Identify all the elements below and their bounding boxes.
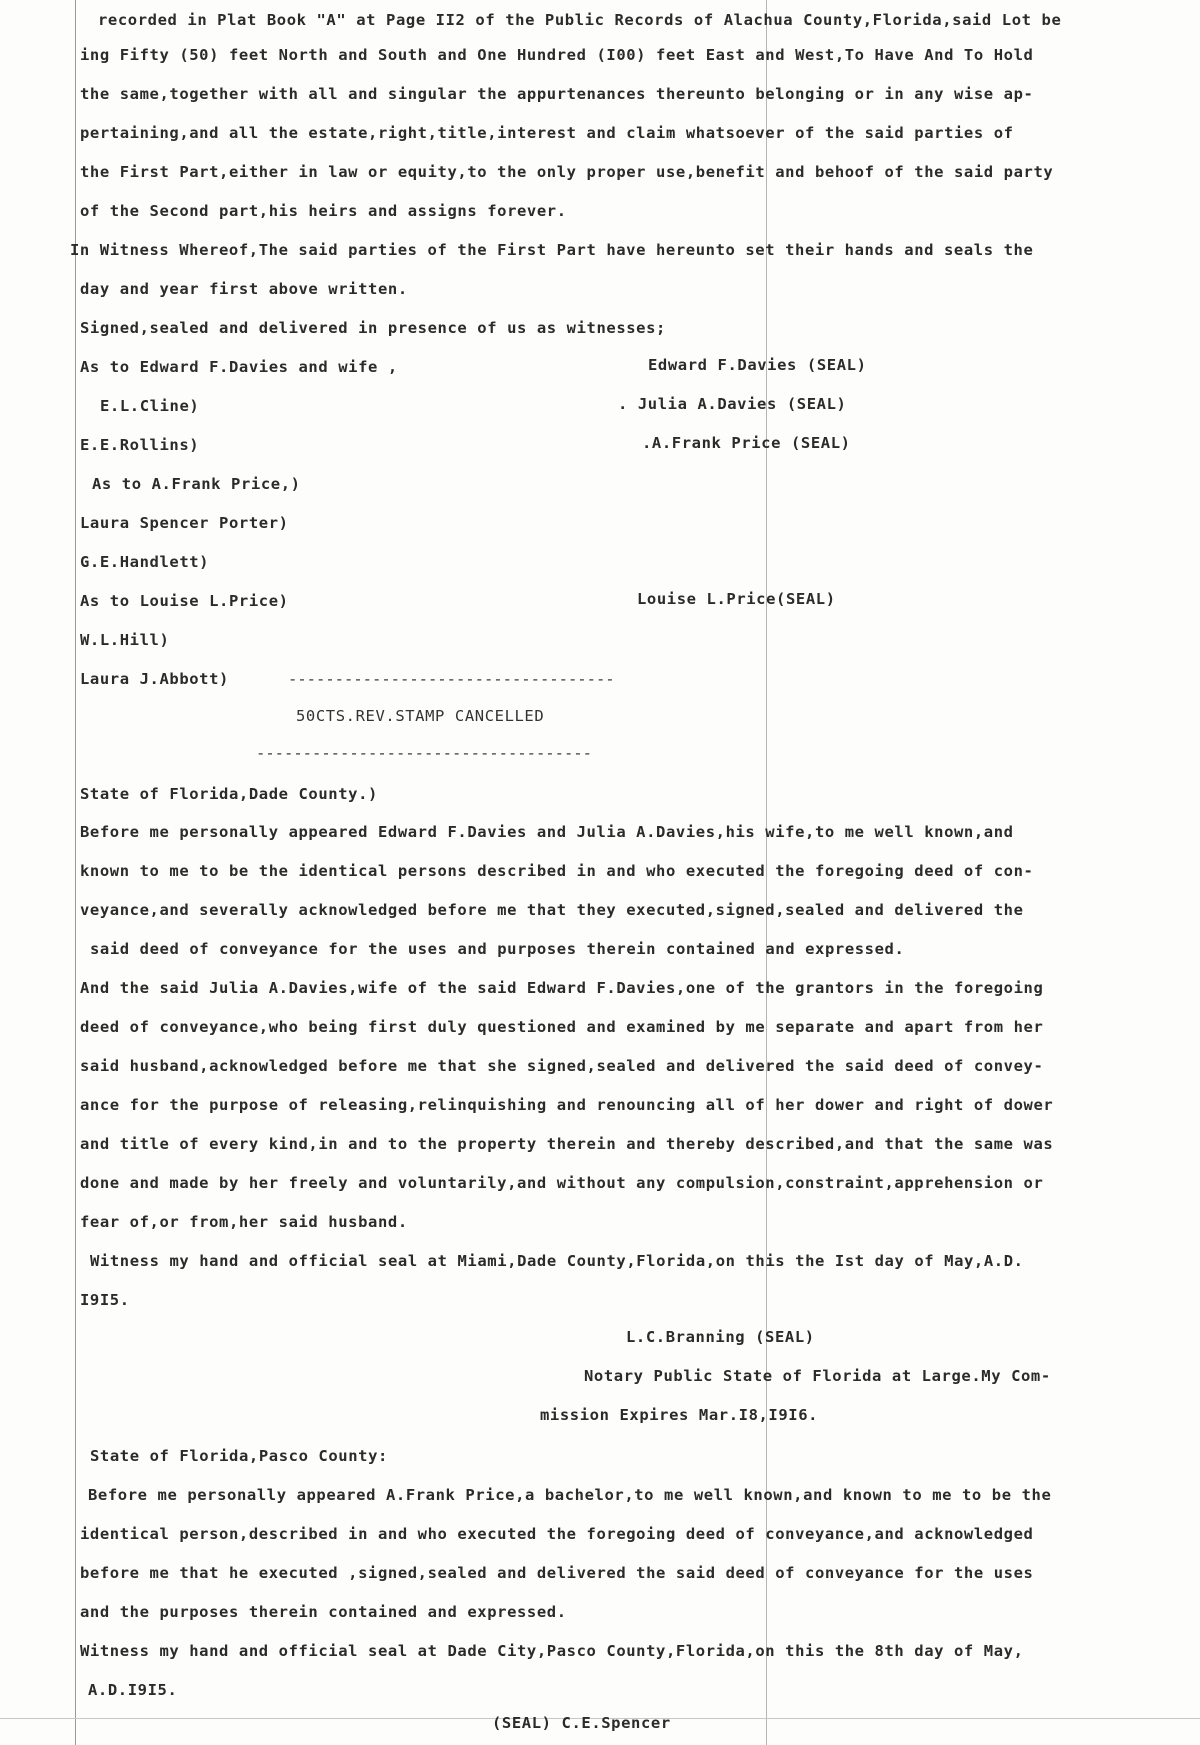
left-margin-rule	[75, 0, 76, 1745]
ack-line: and the purposes therein contained and expressed.	[80, 1603, 567, 1621]
witness-label: As to A.Frank Price,)	[92, 475, 301, 493]
witness-hand-line: Witness my hand and official seal at Miami,Dade County,Florida,on this the Ist day of May,A.D.	[90, 1252, 1024, 1270]
grantor-signature: Edward F.Davies (SEAL)	[648, 356, 867, 374]
deed-line: pertaining,and all the estate,right,title,interest and claim whatsoever of the said parties of	[80, 124, 1014, 142]
witness-name: W.L.Hill)	[80, 631, 170, 649]
signed-sealed-line: Signed,sealed and delivered in presence of us as witnesses;	[80, 319, 666, 337]
notary-signature: (SEAL) C.E.Spencer	[492, 1714, 671, 1732]
ack-year: A.D.I9I5.	[88, 1681, 178, 1699]
deed-line: the same,together with all and singular the appurtenances thereunto belonging or in any wise ap-	[80, 85, 1034, 103]
ack-line: fear of,or from,her said husband.	[80, 1213, 408, 1231]
county-heading: State of Florida,Pasco County:	[90, 1447, 388, 1465]
ack-line: veyance,and severally acknowledged before me that they executed,signed,sealed and delivered the	[80, 901, 1024, 919]
ack-line: said deed of conveyance for the uses and purposes therein contained and expressed.	[90, 940, 905, 958]
ack-line: done and made by her freely and voluntarily,and without any compulsion,constraint,apprehension or	[80, 1174, 1044, 1192]
witness-hand-line: Witness my hand and official seal at Dade City,Pasco County,Florida,on this the 8th day of May,	[80, 1642, 1024, 1660]
in-witness-line: In Witness Whereof,The said parties of the First Part have hereunto set their hands and seals the	[70, 241, 1034, 259]
grantor-signature: Louise L.Price(SEAL)	[637, 590, 836, 608]
county-heading: State of Florida,Dade County.)	[80, 785, 378, 803]
witness-name: E.L.Cline)	[100, 397, 200, 415]
witness-label: As to Louise L.Price)	[80, 592, 289, 610]
ack-line: known to me to be the identical persons described in and who executed the foregoing deed of con-	[80, 862, 1034, 880]
notary-title: Notary Public State of Florida at Large.My Com-	[584, 1367, 1051, 1385]
grantor-signature: .A.Frank Price (SEAL)	[642, 434, 851, 452]
ack-line: said husband,acknowledged before me that she signed,sealed and delivered the said deed of convey-	[80, 1057, 1044, 1075]
ack-line: Before me personally appeared A.Frank Price,a bachelor,to me well known,and known to me to be the	[88, 1486, 1052, 1504]
revenue-stamp-label: 50CTS.REV.STAMP CANCELLED	[296, 707, 545, 725]
witness-name: G.E.Handlett)	[80, 553, 210, 571]
grantor-signature: . Julia A.Davies (SEAL)	[618, 395, 847, 413]
witness-name: E.E.Rollins)	[80, 436, 200, 454]
ack-line: deed of conveyance,who being first duly questioned and examined by me separate and apart from her	[80, 1018, 1044, 1036]
deed-line: day and year first above written.	[80, 280, 408, 298]
ack-line: Before me personally appeared Edward F.Davies and Julia A.Davies,his wife,to me well known,and	[80, 823, 1014, 841]
stamp-rule-top: -----------------------------------	[288, 670, 615, 688]
ack-line: identical person,described in and who executed the foregoing deed of conveyance,and acknowledged	[80, 1525, 1034, 1543]
witness-label: As to Edward F.Davies and wife ,	[80, 358, 398, 376]
witness-name: Laura J.Abbott)	[80, 670, 229, 688]
ack-line: ance for the purpose of releasing,relinquishing and renouncing all of her dower and right of dower	[80, 1096, 1054, 1114]
ack-line: and title of every kind,in and to the property therein and thereby described,and that the same was	[80, 1135, 1054, 1153]
stamp-rule-bottom: ------------------------------------	[256, 744, 592, 762]
ack-year: I9I5.	[80, 1291, 130, 1309]
deed-line: of the Second part,his heirs and assigns forever.	[80, 202, 567, 220]
deed-line: recorded in Plat Book "A" at Page II2 of the Public Records of Alachua County,Florida,said Lot be	[98, 11, 1062, 29]
witness-name: Laura Spencer Porter)	[80, 514, 289, 532]
deed-line: the First Part,either in law or equity,to the only proper use,benefit and behoof of the said party	[80, 163, 1054, 181]
notary-expires: mission Expires Mar.I8,I9I6.	[540, 1406, 819, 1424]
notary-signature: L.C.Branning (SEAL)	[626, 1328, 815, 1346]
ack-line: before me that he executed ,signed,sealed and delivered the said deed of conveyance for the uses	[80, 1564, 1034, 1582]
deed-line: ing Fifty (50) feet North and South and One Hundred (I00) feet East and West,To Have And To Hold	[80, 46, 1034, 64]
ack-line: And the said Julia A.Davies,wife of the said Edward F.Davies,one of the grantors in the foregoing	[80, 979, 1044, 997]
